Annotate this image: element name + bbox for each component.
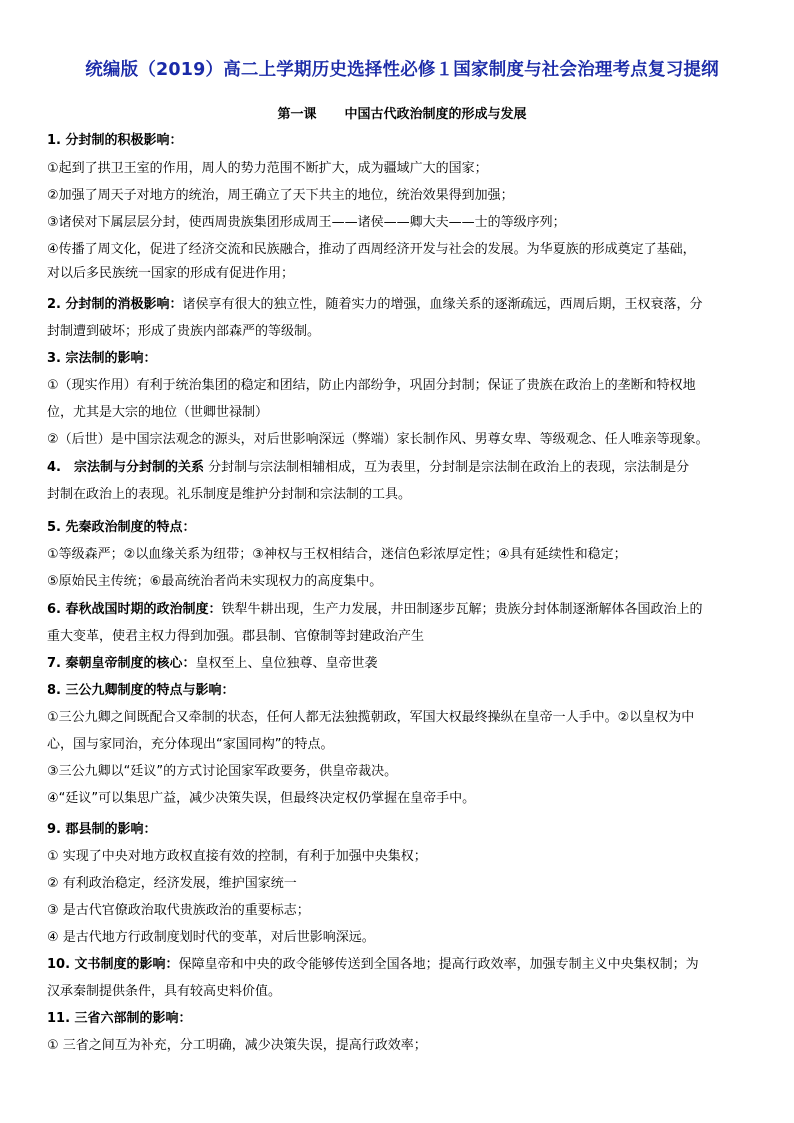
outline-text-line — [47, 403, 757, 423]
outline-text-line — [47, 240, 757, 260]
line-text: ①（现实作用）有利于统治集团的稳定和团结，防止内部纷争，巩固分封制；保证了贵族在政治上的垄断和特权地 — [47, 378, 696, 393]
section-heading: 4. 宗法制与分封制的关系 — [47, 460, 204, 475]
outline-text-line — [47, 789, 757, 809]
outline-text-line — [47, 928, 757, 948]
line-text: 封制在政治上的表现。礼乐制度是维护分封制和宗法制的工具。 — [47, 487, 412, 502]
outline-text-line — [47, 1036, 757, 1056]
outline-text-line — [47, 186, 757, 206]
section-heading-line — [47, 349, 757, 369]
line-text: ⑤原始民主传统；⑥最高统治者尚未实现权力的高度集中。 — [47, 574, 383, 589]
outline-text-line — [47, 572, 757, 592]
line-text: ①三公九卿之间既配合又牵制的状态，任何人都无法独揽朝政，军国大权最终操纵在皇帝一人手中。②以皇权为中 — [47, 710, 695, 725]
outline-text-line — [47, 376, 757, 396]
section-heading: 1. 分封制的积极影响： — [47, 133, 183, 148]
outline-text-line — [47, 627, 757, 647]
line-text: 铁犁牛耕出现，生产力发展，井田制逐步瓦解；贵族分封体制逐渐解体各国政治上的 — [221, 602, 703, 617]
outline-text-line — [47, 847, 757, 867]
section-heading: 3. 宗法制的影响： — [47, 351, 157, 366]
line-text: ③三公九卿以“廷议”的方式讨论国家军政要务，供皇帝裁决。 — [47, 764, 398, 779]
section-heading-line — [47, 1009, 757, 1029]
line-text: ④ 是古代地方行政制度划时代的变革，对后世影响深远。 — [47, 930, 375, 945]
outline-text-line — [47, 874, 757, 894]
section-heading-line — [47, 131, 757, 151]
outline-text-line — [47, 762, 757, 782]
line-text: ① 三省之间互为补充，分工明确，减少决策失误，提高行政效率； — [47, 1038, 427, 1053]
line-text: ① 实现了中央对地方政权直接有效的控制，有利于加强中央集权； — [47, 849, 427, 864]
line-text: 位，尤其是大宗的地位（世卿世禄制） — [47, 405, 269, 420]
section-heading-line — [47, 955, 757, 975]
line-text: 对以后多民族统一国家的形成有促进作用； — [47, 266, 295, 281]
section-heading-line — [47, 518, 757, 538]
line-text: 皇权至上、皇位独尊、皇帝世袭 — [195, 656, 378, 671]
line-text: ③ 是古代官僚政治取代贵族政治的重要标志； — [47, 903, 310, 918]
line-text: 保障皇帝和中央的政令能够传送到全国各地；提高行政效率，加强专制主义中央集权制；为 — [178, 957, 699, 972]
line-text: ③诸侯对下属层层分封，使西周贵族集团形成周王——诸侯——卿大夫——士的等级序列； — [47, 215, 566, 230]
section-heading: 9. 郡县制的影响： — [47, 822, 157, 837]
section-heading: 5. 先秦政治制度的特点： — [47, 520, 196, 535]
section-heading: 7. 秦朝皇帝制度的核心： — [47, 656, 196, 671]
outline-text-line — [47, 322, 757, 342]
lesson-heading — [47, 103, 757, 122]
section-heading: 11. 三省六部制的影响： — [47, 1011, 192, 1026]
outline-text-line — [47, 485, 757, 505]
document-title: 统编版（2019）高二上学期历史选择性必修１国家制度与社会治理考点复习提纲 — [85, 60, 719, 80]
line-text: 汉承秦制提供条件，具有较高史料价值。 — [47, 984, 282, 999]
outline-text-line — [47, 159, 757, 179]
line-text: 诸侯享有很大的独立性，随着实力的增强，血缘关系的逐渐疏远，西周后期，王权衰落，分 — [182, 297, 703, 312]
section-heading-line — [47, 681, 757, 701]
line-text: ①起到了拱卫王室的作用，周人的势力范围不断扩大，成为疆域广大的国家； — [47, 161, 488, 176]
line-text: 心，国与家同治，充分体现出“家国同构”的特点。 — [47, 737, 334, 752]
section-heading-line — [47, 295, 757, 315]
section-heading: 10. 文书制度的影响： — [47, 957, 179, 972]
line-text: ①等级森严；②以血缘关系为纽带；③神权与王权相结合，迷信色彩浓厚定性；④具有延续性和稳定； — [47, 547, 627, 562]
lesson-number: 第一课 — [277, 107, 317, 122]
section-heading-line — [47, 600, 757, 620]
line-text: ④传播了周文化，促进了经济交流和民族融合，推动了西周经济开发与社会的发展。为华夏族的形成奠定了基础， — [47, 242, 696, 257]
outline-text-line — [47, 430, 757, 450]
section-heading: 6. 春秋战国时期的政治制度： — [47, 602, 222, 617]
line-text: ② 有利政治稳定，经济发展，维护国家统一 — [47, 876, 297, 891]
lesson-title: 中国古代政治制度的形成与发展 — [344, 107, 527, 122]
outline-text-line — [47, 708, 757, 728]
line-text: 重大变革，使君主权力得到加强。郡县制、官僚制等封建政治产生 — [47, 629, 425, 644]
outline-text-line — [47, 545, 757, 565]
line-text: 封制遭到破坏；形成了贵族内部森严的等级制。 — [47, 324, 321, 339]
outline-text-line — [47, 213, 757, 233]
outline-text-line — [47, 901, 757, 921]
outline-text-line — [47, 982, 757, 1002]
line-text: ④“廷议”可以集思广益，减少决策失误，但最终决定权仍掌握在皇帝手中。 — [47, 791, 476, 806]
section-heading-line — [47, 820, 757, 840]
outline-text-line — [47, 735, 757, 755]
outline-text-line — [47, 264, 757, 284]
section-heading: 8. 三公九卿制度的特点与影响： — [47, 683, 235, 698]
section-heading-line — [47, 458, 757, 478]
line-text: 分封制与宗法制相辅相成，互为表里，分封制是宗法制在政治上的表现，宗法制是分 — [203, 460, 690, 475]
line-text: ②加强了周天子对地方的统治，周王确立了天下共主的地位，统治效果得到加强； — [47, 188, 514, 203]
line-text: ②（后世）是中国宗法观念的源头，对后世影响深远（弊端）家长制作风、男尊女卑、等级观念、任人唯亲等现象。 — [47, 432, 709, 447]
section-heading-line — [47, 654, 757, 674]
section-heading: 2. 分封制的消极影响： — [47, 297, 183, 312]
